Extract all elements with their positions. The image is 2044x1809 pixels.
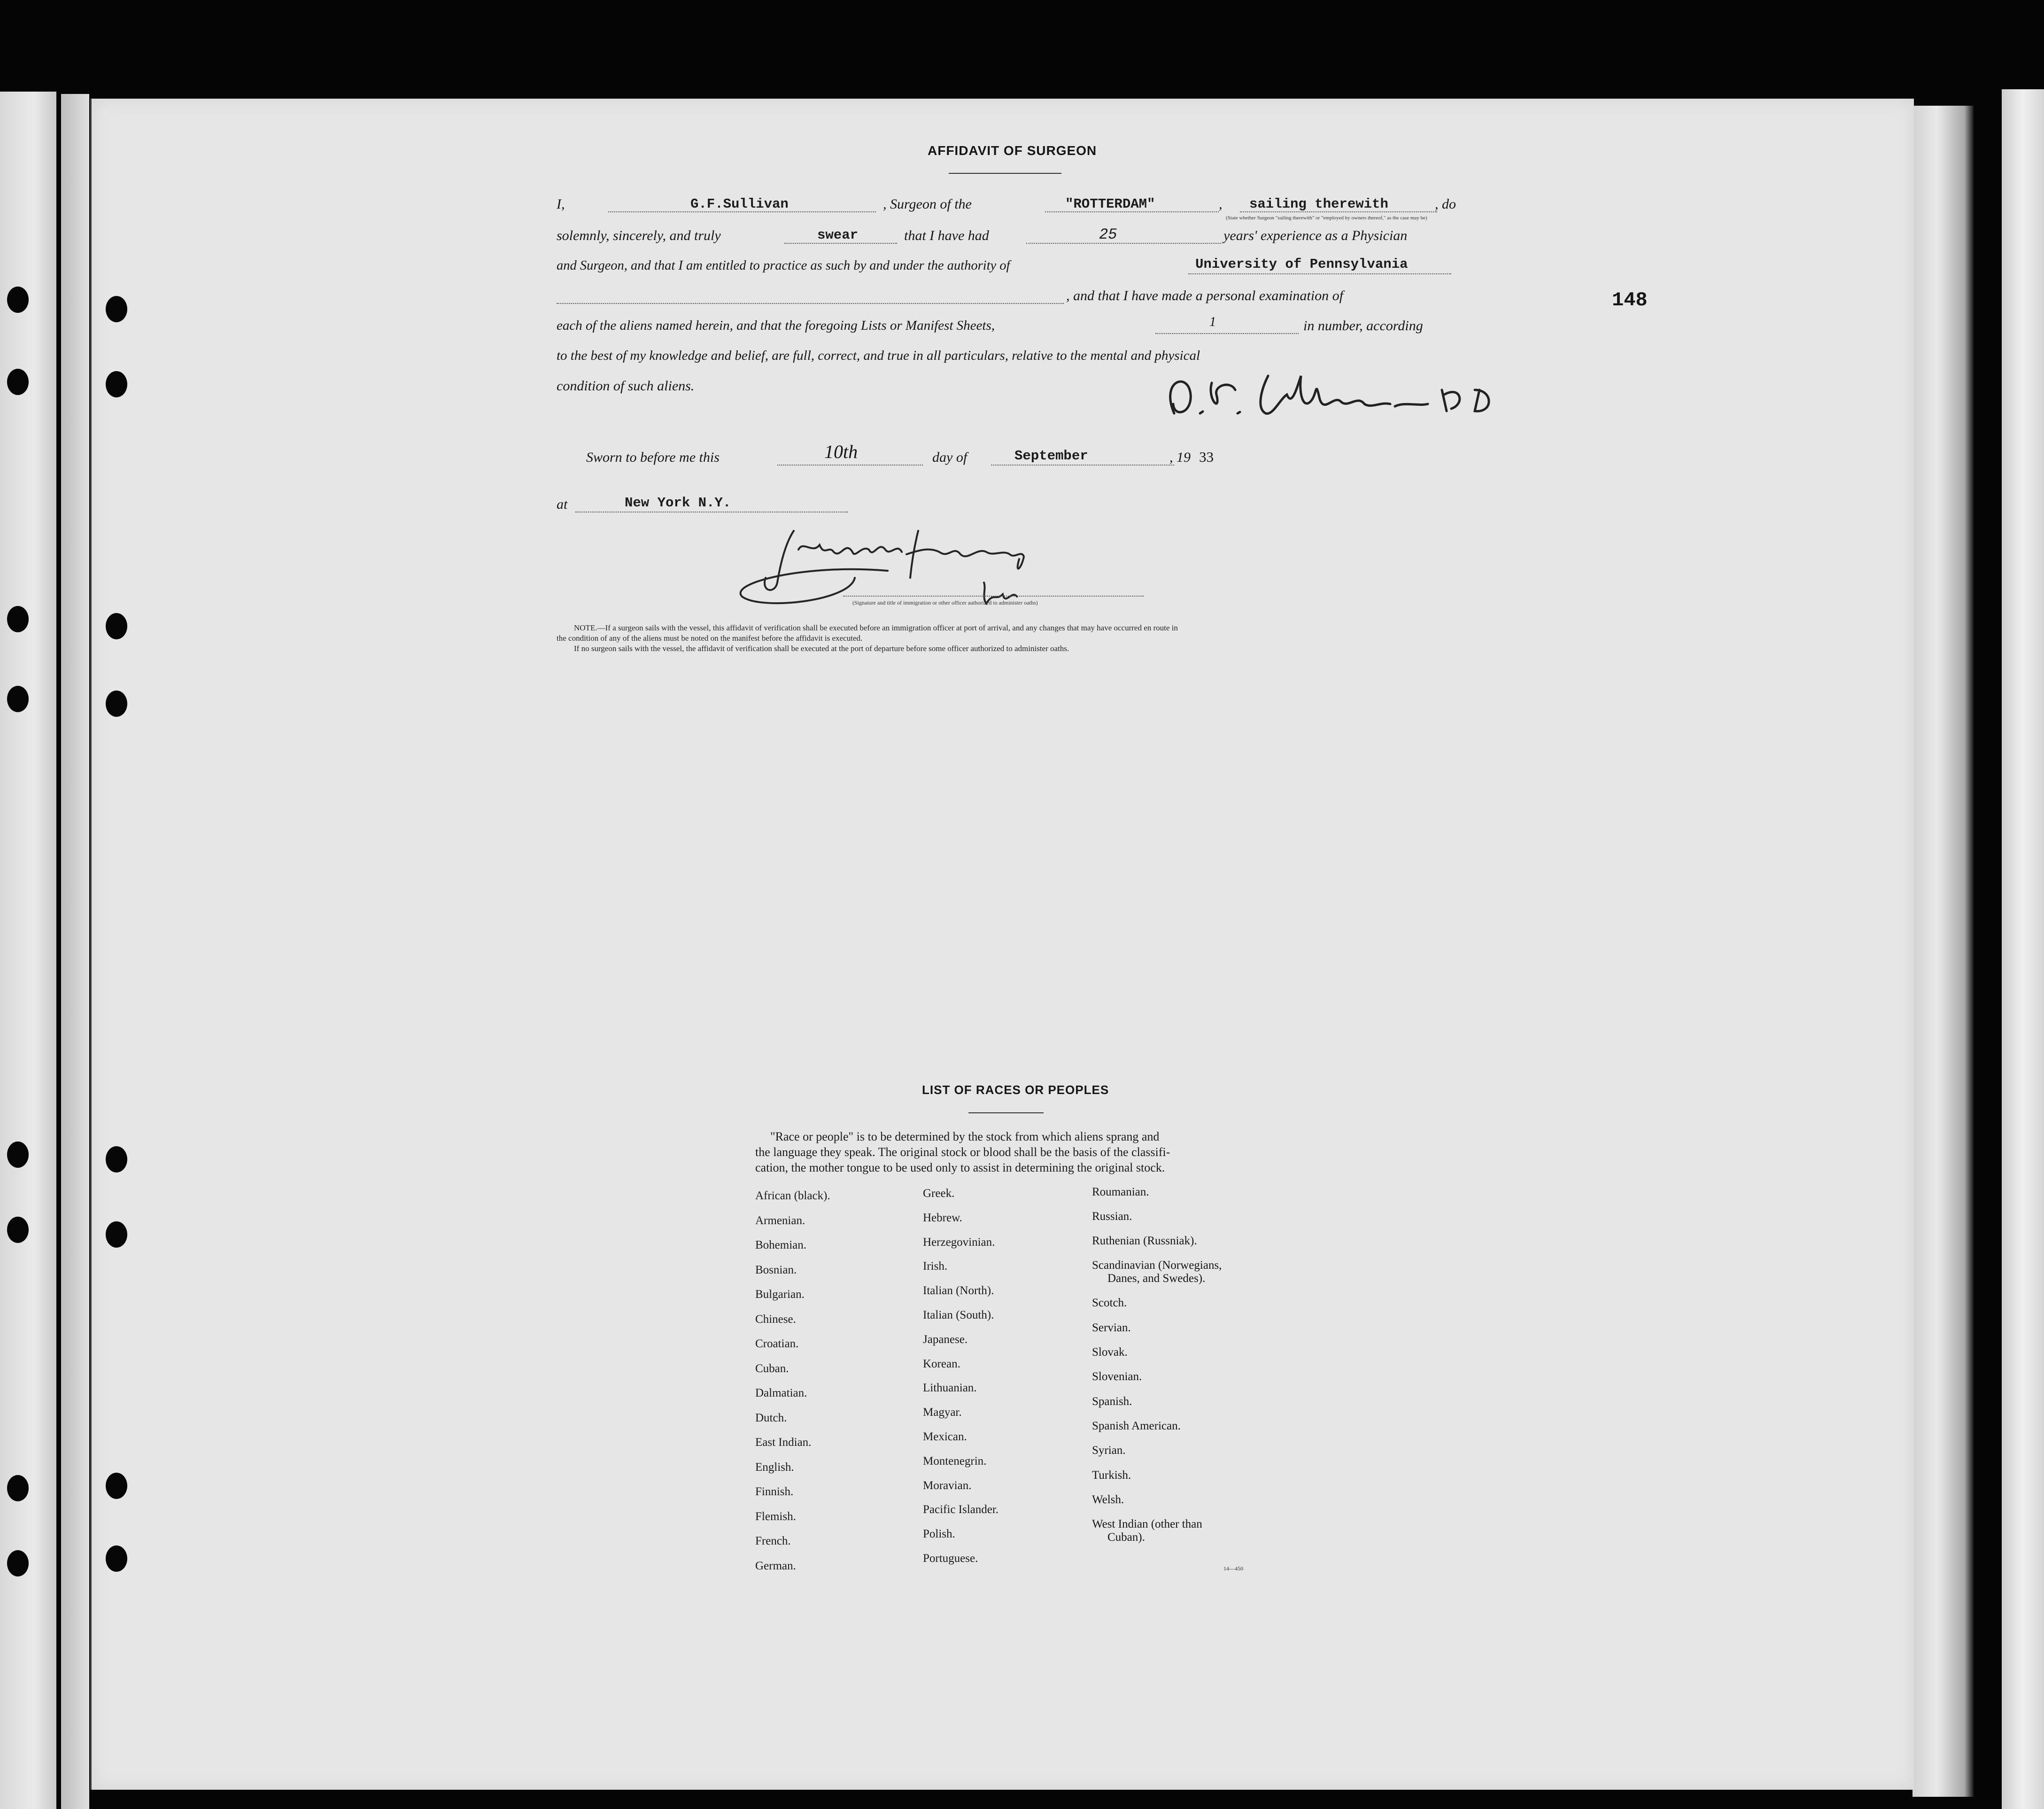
race-item: Greek. [923,1187,955,1200]
race-item: Herzegovinian. [923,1235,995,1249]
race-item: Slovenian. [1092,1370,1142,1383]
form-code: 14—450 [1223,1565,1243,1572]
race-item: Japanese. [923,1333,968,1346]
race-item: Montenegrin. [923,1454,987,1467]
punch-hole [7,1550,29,1576]
race-item: Portuguese. [923,1552,978,1565]
affidavit-line4: , and that I have made a personal examination of [1066,288,1343,303]
race-item: Spanish. [1092,1395,1132,1408]
authority-line [1188,273,1451,274]
race-item: Ruthenian (Russniak). [1092,1234,1197,1247]
surgeon-signature [1155,362,1522,432]
surgeon-name: G.F.Sullivan [690,196,789,212]
race-item: Servian. [1092,1321,1131,1334]
race-item: Chinese. [755,1312,796,1326]
race-item: Flemish. [755,1510,796,1523]
punch-hole [7,1475,29,1501]
race-item: Dalmatian. [755,1387,807,1399]
race-item: Polish. [923,1528,955,1541]
affidavit-line2-lead: solemnly, sincerely, and truly [557,228,721,243]
race-item: Russian. [1092,1210,1132,1223]
races-intro-2: the language they speak. The original stock or blood shall be the basis of the classifi- [755,1145,1170,1159]
race-item: Scandinavian (Norwegians, [1092,1259,1222,1272]
punch-hole [7,1141,29,1168]
race-item: Turkish. [1092,1469,1131,1482]
oath-line [784,243,897,244]
race-item: Korean. [923,1357,960,1370]
punch-hole [7,686,29,712]
race-item: Mexican. [923,1430,967,1443]
page-right-edge [1912,106,1974,1797]
race-item: West Indian (other than [1092,1518,1202,1530]
sworn-day: 10th [824,441,858,462]
affidavit-line2-mid: that I have had [904,228,989,243]
races-column-1 [755,1184,830,1578]
affidavit-line3-lead: and Surgeon, and that I am entitled to practice as such by and under the authority of [557,258,1010,273]
race-item: Hebrew. [923,1211,962,1224]
sworn-month-line [991,465,1174,466]
years-experience: 25 [1099,226,1117,243]
vessel-name: "ROTTERDAM" [1065,196,1155,212]
race-item: Bulgarian. [755,1288,805,1301]
punch-hole [106,1146,127,1172]
race-item: Croatian. [755,1337,799,1350]
sworn-mid: day of [932,450,968,465]
note-line-2: the condition of any of the aliens must be noted on the manifest before the affidavit is executed. [557,634,863,643]
race-item: Bosnian. [755,1263,797,1276]
race-item: African (black). [755,1189,830,1202]
races-title: LIST OF RACES OR PEOPLES [922,1083,1109,1097]
races-intro-3: cation, the mother tongue to be used only to assist in determining the original stock. [755,1161,1165,1174]
race-item: German. [755,1559,796,1572]
sailing-note: (State whether Surgeon "sailing therewith" or "employed by owners thereof," as the case may be) [1226,215,1427,221]
oath-word: swear [817,227,859,243]
races-title-underline [968,1112,1044,1113]
race-item: Lithuanian. [923,1382,977,1395]
affidavit-line5-end: in number, according [1303,318,1423,334]
race-item: Welsh. [1092,1493,1124,1506]
place-lead: at [557,497,568,512]
sworn-year-prefix: , 19 [1169,450,1191,465]
sworn-year-suffix: 33 [1199,449,1214,465]
sailing-status: sailing therewith [1249,196,1388,212]
note-line-3: If no surgeon sails with the vessel, the affidavit of verification shall be executed at the port of departure before some officer authorized to administer oaths. [574,644,1069,653]
race-item: Slovak. [1092,1346,1128,1359]
punch-hole [106,296,127,322]
punch-hole [7,1217,29,1243]
punch-hole [7,606,29,632]
affidavit-line6: to the best of my knowledge and belief, are full, correct, and true in all particulars, relative to the mental and physical [557,348,1200,363]
race-item: English. [755,1460,794,1474]
race-item: Syrian. [1092,1444,1126,1457]
sworn-lead: Sworn to before me this [586,450,720,465]
punch-hole [7,369,29,395]
authority-name: University of Pennsylvania [1195,256,1408,272]
authority-line-continued [557,303,1064,304]
race-item: East Indian. [755,1436,812,1449]
right-binding-strip [2002,89,2044,1809]
sworn-day-line [777,465,923,466]
place-value: New York N.Y. [625,495,731,511]
officer-caption: (Signature and title of immigration or other officer authorized to administer oaths) [852,599,1038,606]
officer-signature-line [843,596,1144,597]
sheets-line [1155,333,1299,334]
punch-hole [106,1473,127,1499]
punch-hole [7,287,29,313]
race-item: Moravian. [923,1479,972,1492]
race-item: Danes, and Swedes). [1107,1272,1206,1285]
race-item: Cuban). [1107,1531,1145,1544]
race-item: Finnish. [755,1485,794,1498]
race-item: Magyar. [923,1406,962,1419]
races-intro-1: "Race or people" is to be determined by the stock from which aliens sprang and [770,1130,1160,1143]
comma: , [1219,196,1223,212]
punch-hole [106,691,127,717]
years-line [1026,243,1221,244]
affidavit-line1-end: , do [1435,196,1456,212]
race-item: French. [755,1535,791,1547]
sworn-month: September [1014,448,1088,464]
race-item: Scotch. [1092,1297,1127,1309]
races-column-2 [923,1181,999,1571]
left-binding-edge [61,94,89,1809]
affidavit-line5-lead: each of the aliens named herein, and that the foregoing Lists or Manifest Sheets, [557,318,995,333]
affidavit-line1-lead: I, [557,196,565,212]
punch-hole [106,613,127,639]
left-binding-strip [0,92,56,1809]
race-item: Spanish American. [1092,1420,1181,1432]
race-item: Dutch. [755,1411,787,1424]
note-line-1: NOTE.—If a surgeon sails with the vessel, this affidavit of verification shall be executed before an immigration officer at port of arrival, and any changes that may have occurred en route in [574,623,1178,632]
punch-hole [106,371,127,397]
affidavit-line2-end: years' experience as a Physician [1223,228,1408,243]
race-item: Irish. [923,1260,948,1273]
affidavit-line1-mid: , Surgeon of the [883,196,972,212]
race-item: Cuban. [755,1362,789,1375]
page-number: 148 [1612,289,1648,311]
affidavit-title: AFFIDAVIT OF SURGEON [928,143,1097,158]
race-item: Pacific Islander. [923,1503,999,1516]
affidavit-line7: condition of such aliens. [557,378,695,394]
race-item: Italian (South). [923,1308,994,1321]
title-underline [949,173,1061,174]
race-item: Roumanian. [1092,1186,1149,1198]
race-item: Bohemian. [755,1239,807,1251]
punch-hole [106,1545,127,1572]
race-item: Armenian. [755,1214,805,1227]
race-item: Italian (North). [923,1284,994,1297]
sheet-count: 1 [1209,315,1216,329]
punch-hole [106,1221,127,1248]
